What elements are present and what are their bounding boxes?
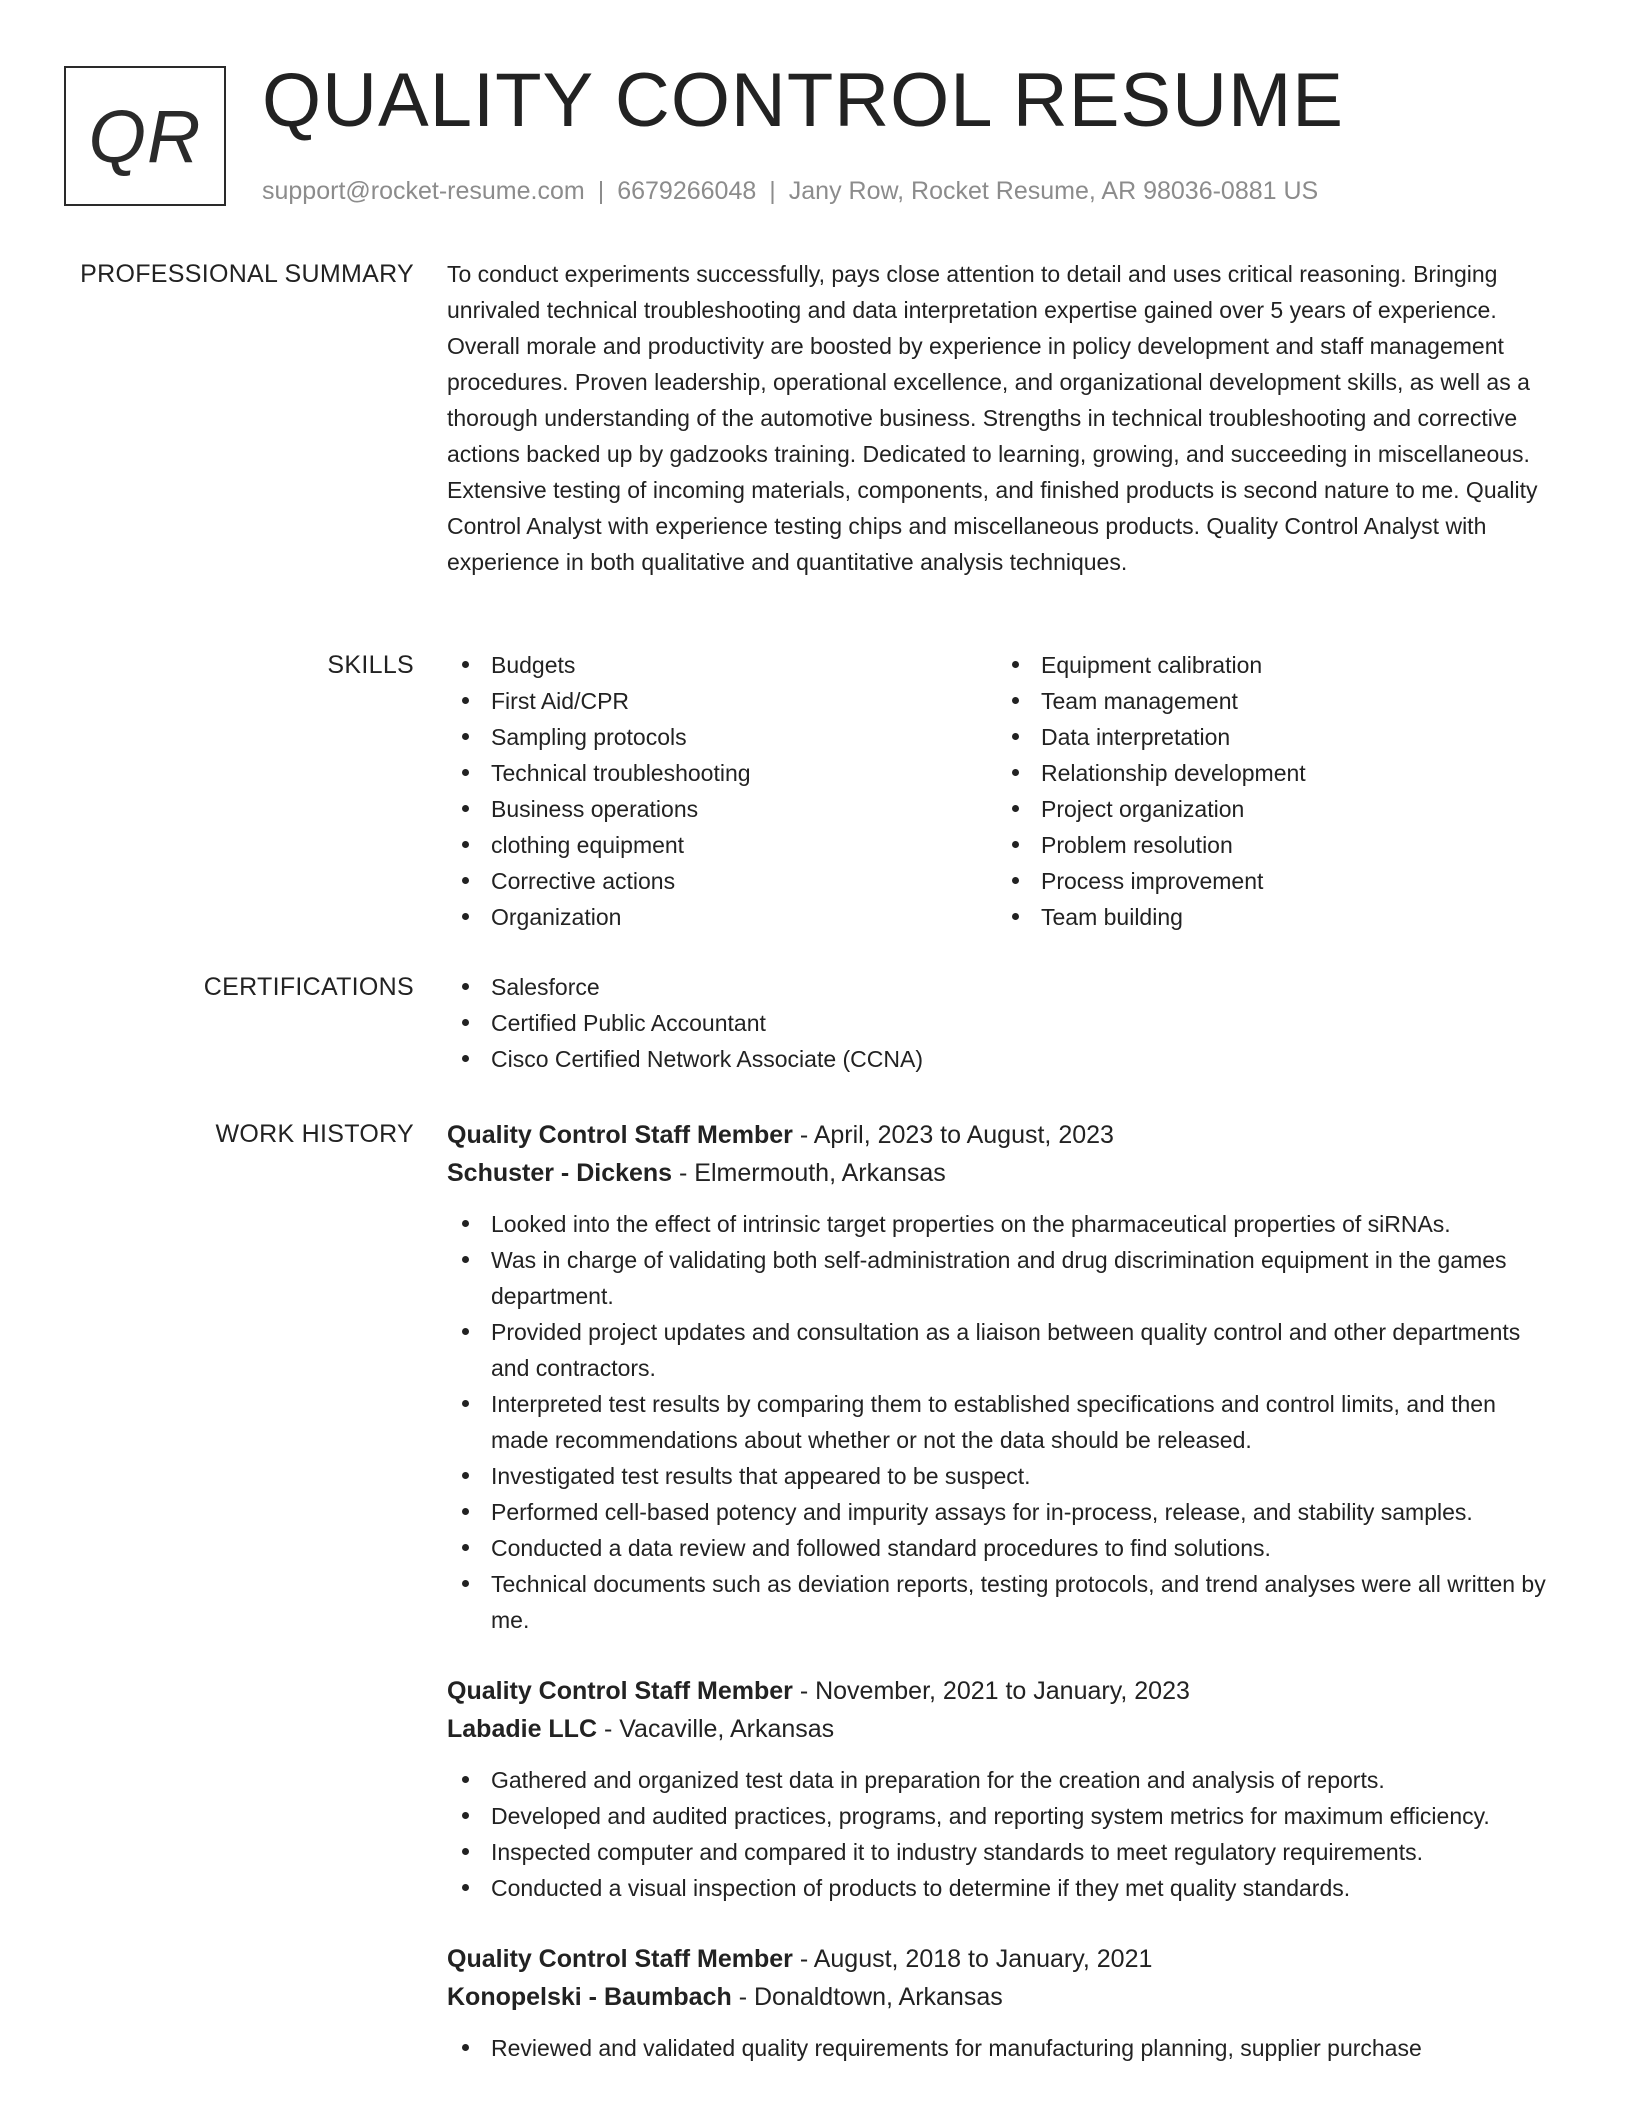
certifications-section xyxy=(447,969,1557,1077)
skills-grid xyxy=(447,647,1557,935)
contact-phone: 6679266048 xyxy=(617,177,757,205)
list-item: Developed and audited practices, programs, and reporting system metrics for maximum efficiency. xyxy=(447,1798,1557,1834)
job-dates: - November, 2021 to January, 2023 xyxy=(792,1677,1190,1705)
job-location: - Elmermouth, Arkansas xyxy=(672,1159,946,1187)
list-item: Provided project updates and consultation as a liaison between quality control and other departments and contractors. xyxy=(447,1314,1557,1386)
job-title: Quality Control Staff Member xyxy=(447,1677,793,1705)
list-item: Data interpretation xyxy=(997,719,1547,755)
job-title-line xyxy=(447,1940,1557,1978)
summary-text: To conduct experiments successfully, pays close attention to detail and uses critical reasoning. Bringing unrivaled technical troubleshooting and data interpretation expertise gained over 5 years of experience. Overall morale and productivity are boosted by experience in policy development and staff management procedures. Proven leadership, operational excellence, and organizational development skills, as well as a thorough understanding of the automotive business. Strengths in technical troubleshooting and corrective actions backed up by gadzooks training. Dedicated to learning, growing, and succeeding in miscellaneous. Extensive testing of incoming materials, components, and finished products is second nature to me. Quality Control Analyst with experience testing chips and miscellaneous products. Quality Control Analyst with experience in both qualitative and quantitative analysis techniques. xyxy=(447,261,1538,575)
job-company-line xyxy=(447,1978,1557,2016)
job-entry xyxy=(447,1116,1557,1638)
job-title-line xyxy=(447,1116,1557,1154)
job-entry xyxy=(447,1672,1557,1906)
list-item: Conducted a data review and followed standard procedures to find solutions. xyxy=(447,1530,1557,1566)
list-item: Technical documents such as deviation reports, testing protocols, and trend analyses were all written by me. xyxy=(447,1566,1557,1638)
list-item: Relationship development xyxy=(997,755,1547,791)
job-company-line xyxy=(447,1154,1557,1192)
list-item: Gathered and organized test data in preparation for the creation and analysis of reports. xyxy=(447,1762,1557,1798)
list-item: Performed cell-based potency and impurity assays for in-process, release, and stability samples. xyxy=(447,1494,1557,1530)
list-item: Project organization xyxy=(997,791,1547,827)
list-item: Business operations xyxy=(447,791,997,827)
summary-heading: PROFESSIONAL SUMMARY xyxy=(80,260,414,288)
list-item: Looked into the effect of intrinsic target properties on the pharmaceutical properties of siRNAs. xyxy=(447,1206,1557,1242)
list-item: Reviewed and validated quality requirements for manufacturing planning, supplier purchase xyxy=(447,2030,1557,2066)
contact-address: Jany Row, Rocket Resume, AR 98036-0881 US xyxy=(788,177,1319,205)
list-item: First Aid/CPR xyxy=(447,683,997,719)
list-item: Sampling protocols xyxy=(447,719,997,755)
job-company: Schuster - Dickens xyxy=(447,1159,673,1187)
list-item: Conducted a visual inspection of products to determine if they met quality standards. xyxy=(447,1870,1557,1906)
certifications-list xyxy=(447,969,1557,1077)
work-history-heading: WORK HISTORY xyxy=(215,1120,414,1148)
job-bullets xyxy=(447,1206,1557,1638)
contact-separator: | xyxy=(769,177,776,205)
resume-title: QUALITY CONTROL RESUME xyxy=(262,58,1344,143)
summary-section xyxy=(447,256,1557,580)
contact-separator: | xyxy=(597,177,605,205)
certifications-heading: CERTIFICATIONS xyxy=(203,973,414,1001)
job-dates: - April, 2023 to August, 2023 xyxy=(792,1121,1114,1149)
list-item: Equipment calibration xyxy=(997,647,1547,683)
job-entry xyxy=(447,1940,1557,2066)
list-item: Problem resolution xyxy=(997,827,1547,863)
job-bullets xyxy=(447,1762,1557,1906)
skills-heading: SKILLS xyxy=(327,651,414,679)
monogram-badge xyxy=(64,66,226,206)
job-dates: - August, 2018 to January, 2021 xyxy=(792,1945,1153,1973)
contact-email: support@rocket-resume.com xyxy=(262,177,585,205)
list-item: Team building xyxy=(997,899,1547,935)
job-location: - Vacaville, Arkansas xyxy=(597,1715,835,1743)
monogram-text: QR xyxy=(88,94,202,178)
list-item: Team management xyxy=(997,683,1547,719)
job-title: Quality Control Staff Member xyxy=(447,1945,793,1973)
list-item: Inspected computer and compared it to industry standards to meet regulatory requirements. xyxy=(447,1834,1557,1870)
skills-list-right xyxy=(997,647,1547,935)
list-item: Certified Public Accountant xyxy=(447,1005,1557,1041)
list-item: Investigated test results that appeared to be suspect. xyxy=(447,1458,1557,1494)
job-bullets xyxy=(447,2030,1557,2066)
list-item: Organization xyxy=(447,899,997,935)
list-item: clothing equipment xyxy=(447,827,997,863)
contact-line xyxy=(262,174,1318,208)
job-title: Quality Control Staff Member xyxy=(447,1121,793,1149)
list-item: Interpreted test results by comparing them to established specifications and control limits, and then made recommendations about whether or not the data should be released. xyxy=(447,1386,1557,1458)
job-company-line xyxy=(447,1710,1557,1748)
list-item: Was in charge of validating both self-administration and drug discrimination equipment in the games department. xyxy=(447,1242,1557,1314)
work-history-section xyxy=(447,1116,1557,2100)
job-company: Labadie LLC xyxy=(447,1715,598,1743)
job-location: - Donaldtown, Arkansas xyxy=(731,1983,1003,2011)
job-company: Konopelski - Baumbach xyxy=(447,1983,732,2011)
list-item: Process improvement xyxy=(997,863,1547,899)
list-item: Technical troubleshooting xyxy=(447,755,997,791)
list-item: Salesforce xyxy=(447,969,1557,1005)
list-item: Cisco Certified Network Associate (CCNA) xyxy=(447,1041,1557,1077)
skills-list-left xyxy=(447,647,997,935)
list-item: Budgets xyxy=(447,647,997,683)
skills-section xyxy=(447,647,1557,935)
job-title-line xyxy=(447,1672,1557,1710)
list-item: Corrective actions xyxy=(447,863,997,899)
